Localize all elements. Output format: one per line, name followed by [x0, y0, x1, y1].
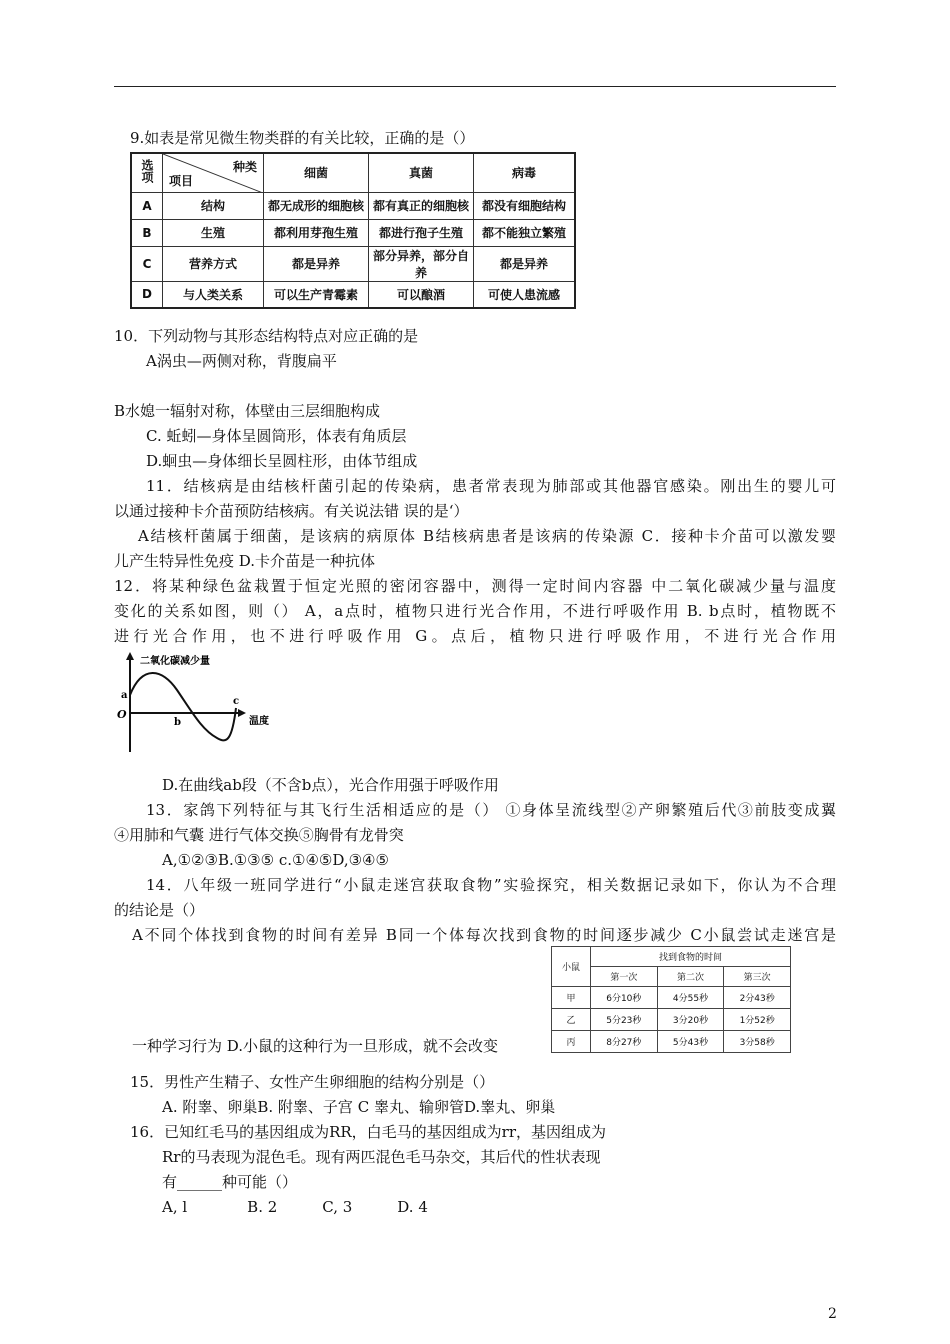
curve: [130, 673, 236, 740]
table-row: [131, 281, 575, 308]
table-row: [552, 987, 791, 1009]
x-axis-arrow: [238, 709, 246, 717]
q13-line2: ④用肺和气囊 进行气体交换⑤胸骨有龙骨突: [114, 826, 404, 844]
q16-line2: Rr的马表现为混色毛。现有两匹混色毛马杂交，其后代的性状表现: [162, 1148, 601, 1166]
q12-line1: 12．将某种绿色盆栽置于恒定光照的密闭容器中，测得一定时间内容器 中二氧化碳减少量与温度: [114, 577, 836, 595]
q14-cell: 甲: [552, 987, 591, 1009]
q14-line4: 一种学习行为 D.小鼠的这种行为一旦形成，就不会改变: [132, 1037, 499, 1055]
q14-cell: 2分43秒: [724, 987, 791, 1009]
q10-option-d: D.蛔虫—身体细长呈圆柱形，由体节组成: [146, 452, 418, 470]
graph-xlabel: 温度: [249, 716, 269, 727]
co2-temperature-graph: [112, 650, 282, 760]
q9-cell: A: [131, 192, 163, 219]
header-rule: [114, 86, 836, 87]
q14-cell: 6分10秒: [591, 987, 658, 1009]
q13-options: A,①②③B.①③⑤ c.①④⑤D,③④⑤: [162, 851, 389, 869]
q14-line1: 14．八年级一班同学进行“小鼠走迷宫获取食物”实验探究，相关数据记录如下，你认为不合理: [146, 876, 836, 894]
q11-line4: 儿产生特异性免疫 D.卡介苗是一种抗体: [114, 552, 376, 570]
q9-cell: 可使人患流感: [474, 281, 576, 308]
q9-col-virus: 病毒: [474, 153, 576, 192]
q15-options: A. 附睾、卵巢B. 附睾、子宫 C 睾丸、输卵管D.睾丸、卵巢: [162, 1098, 556, 1116]
q9-cell: D: [131, 281, 163, 308]
q15-stem: 15．男性产生精子、女性产生卵细胞的结构分别是（）: [130, 1073, 495, 1091]
q9-cell: B: [131, 219, 163, 246]
q9-header-option: 选项: [131, 153, 163, 192]
q14-table: [551, 946, 791, 1053]
q9-cell: 生殖: [163, 219, 264, 246]
q9-cell: 都进行孢子生殖: [369, 219, 474, 246]
q9-header-type: 种类: [232, 160, 257, 174]
q14-cell: 3分58秒: [724, 1031, 791, 1053]
q9-col-bacteria: 细菌: [264, 153, 369, 192]
q9-stem: 9.如表是常见微生物类群的有关比较，正确的是（）: [130, 129, 475, 147]
q10-option-b: B水媳一辐射对称，体壁由三层细胞构成: [114, 402, 381, 420]
page-number: 2: [828, 1306, 837, 1322]
table-row: [552, 1031, 791, 1053]
q12-option-d: D.在曲线ab段（不含b点），光合作用强于呼吸作用: [162, 776, 499, 794]
y-axis-arrow: [126, 652, 134, 660]
q9-cell: 都不能独立繁殖: [474, 219, 576, 246]
table-row: [552, 1009, 791, 1031]
q9-table: [130, 152, 576, 309]
graph-ylabel: 二氧化碳减少量: [140, 656, 210, 667]
q9-cell: 营养方式: [163, 246, 264, 281]
q9-cell: 可以酿酒: [369, 281, 474, 308]
table-row: [131, 192, 575, 219]
q14-cell: 1分52秒: [724, 1009, 791, 1031]
q13-line1: 13．家鸽下列特征与其飞行生活相适应的是（） ①身体呈流线型②产卵繁殖后代③前肢变成翼: [146, 801, 836, 819]
q14-cell: 3分20秒: [657, 1009, 724, 1031]
q14-cell: 5分43秒: [657, 1031, 724, 1053]
q10-stem: 10．下列动物与其形态结构特点对应正确的是: [114, 327, 419, 345]
q11-line2: 以通过接种卡介苗预防结核病。有关说法错 误的是‘）: [114, 502, 469, 520]
q9-cell: 与人类关系: [163, 281, 264, 308]
q14-cell: 4分55秒: [657, 987, 724, 1009]
q14-trial: 第一次: [591, 967, 658, 987]
q14-trial: 第三次: [724, 967, 791, 987]
q14-cell: 乙: [552, 1009, 591, 1031]
q9-header-item: 项目: [169, 173, 194, 188]
q9-cell: 都是异养: [474, 246, 576, 281]
q12-line2: 变化的关系如图，则（） A，a点时，植物只进行光合作用，不进行呼吸作用 B. b点时，植物既不: [114, 602, 836, 620]
q9-cell: 结构: [163, 192, 264, 219]
q9-cell: 可以生产青霉素: [264, 281, 369, 308]
graph-origin: O: [117, 708, 127, 721]
q11-line1: 11．结核病是由结核杆菌引起的传染病，患者常表现为肺部或其他器官感染。刚出生的婴儿可: [146, 477, 836, 495]
q9-cell: 都无成形的细胞核: [264, 192, 369, 219]
q16-line3: 有______种可能（）: [162, 1173, 298, 1191]
q14-cell: 5分23秒: [591, 1009, 658, 1031]
graph-point-b: b: [174, 717, 181, 728]
table-row: [131, 246, 575, 281]
q14-line3: A不同个体找到食物的时间有差异 B同一个体每次找到食物的时间逐步减少 C小鼠尝试走迷宫是: [132, 926, 836, 944]
q10-option-c: C. 蚯蚓—身体呈圆筒形，体表有角质层: [146, 427, 407, 445]
q9-cell: 都没有细胞结构: [474, 192, 576, 219]
q14-col-time: 找到食物的时间: [591, 947, 791, 967]
q16-line1: 16．已知红毛马的基因组成为RR，白毛马的基因组成为rr，基因组成为: [130, 1123, 607, 1141]
q9-cell: 都有真正的细胞核: [369, 192, 474, 219]
q14-trial: 第二次: [657, 967, 724, 987]
q9-header-diagonal: [163, 153, 264, 192]
q14-col-mouse: 小鼠: [552, 947, 591, 987]
q9-cell: 都利用芽孢生殖: [264, 219, 369, 246]
q11-line3: A结核杆菌属于细菌，是该病的病原体 B结核病患者是该病的传染源 C．接种卡介苗可以激发婴: [138, 527, 836, 545]
table-row: [131, 219, 575, 246]
q9-cell: 部分异养，部分自养: [369, 246, 474, 281]
q9-cell: 都是异养: [264, 246, 369, 281]
q14-cell: 丙: [552, 1031, 591, 1053]
q9-col-fungi: 真菌: [369, 153, 474, 192]
q14-cell: 8分27秒: [591, 1031, 658, 1053]
q9-cell: C: [131, 246, 163, 281]
q10-option-a: A涡虫—两侧对称，背腹扁平: [146, 352, 337, 370]
q16-options: A, l B. 2 C, 3 D. 4: [162, 1198, 428, 1216]
q12-line3: 进行光合作用，也不进行呼吸作用 G。点后，植物只进行呼吸作用，不进行光合作用: [114, 627, 836, 645]
graph-point-a: a: [121, 690, 128, 701]
q14-line2: 的结论是（）: [114, 901, 205, 919]
graph-point-c: c: [233, 696, 240, 707]
